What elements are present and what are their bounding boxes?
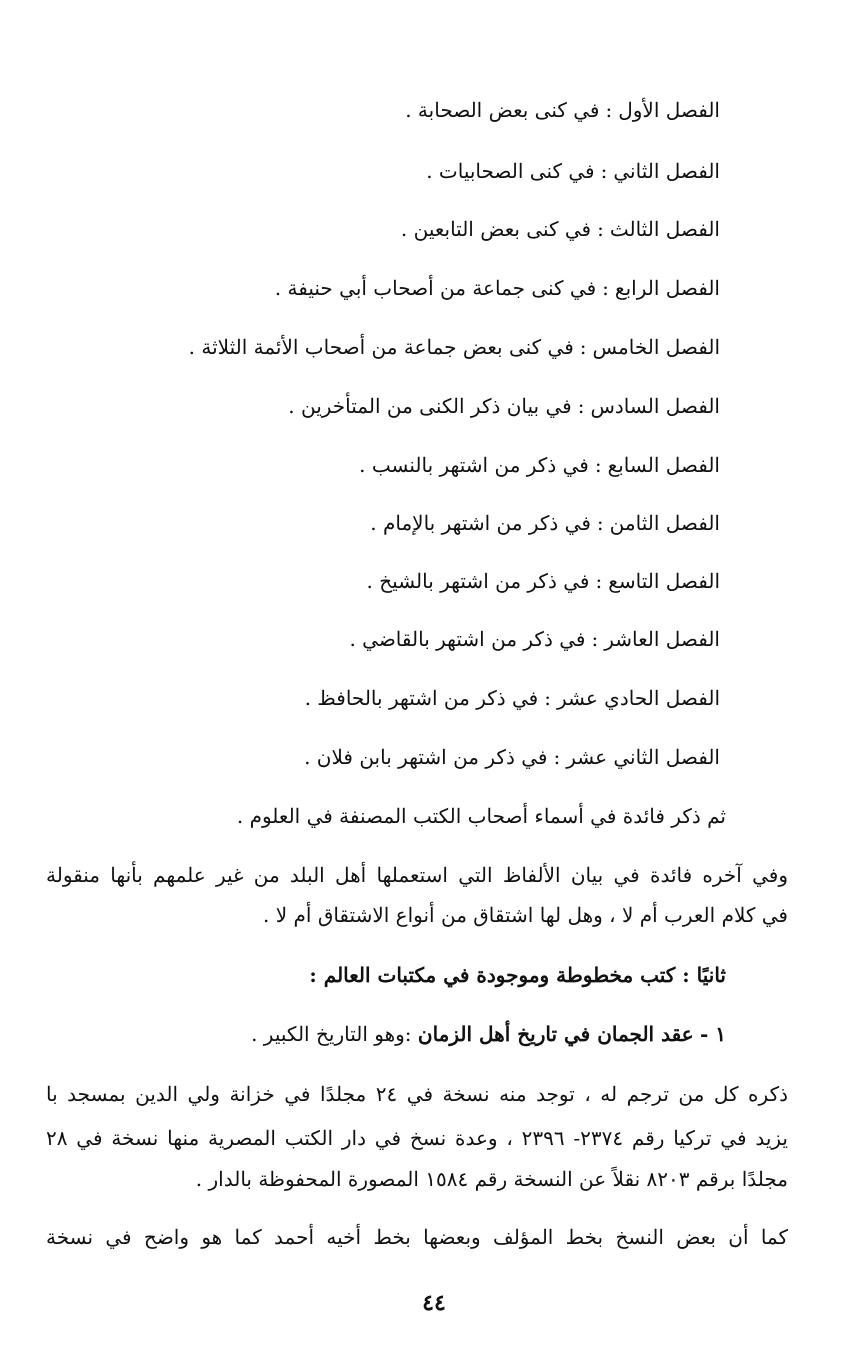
chapter-label: الفصل الأول bbox=[618, 98, 720, 122]
chapter-text: في كنى بعض الصحابة . bbox=[405, 98, 600, 122]
chapter-label: الفصل الرابع bbox=[614, 276, 720, 300]
section-heading: ثانيًا : كتب مخطوطة وموجودة في مكتبات العالم : bbox=[309, 963, 726, 987]
chapter-text: في ذكر من اشتهر بالقاضي . bbox=[349, 627, 586, 651]
paragraph-line: ذكره كل من ترجم له ، توجد منه نسخة في ٢٤ مجلدًا في خزانة ولي الدين بمسجد با bbox=[46, 1082, 788, 1106]
entry-title: عقد الجمان في تاريخ أهل الزمان bbox=[417, 1022, 694, 1046]
chapter-text: في ذكر من اشتهر بالحافظ . bbox=[304, 686, 539, 710]
chapter-text: في كنى بعض التابعين . bbox=[400, 217, 592, 241]
chapter-label: الفصل الثاني عشر bbox=[566, 745, 720, 769]
entry-description: وهو التاريخ الكبير . bbox=[251, 1022, 405, 1046]
separator: : bbox=[579, 335, 587, 359]
chapter-line bbox=[367, 566, 720, 596]
chapter-text: في بيان ذكر الكنى من المتأخرين . bbox=[288, 394, 572, 418]
chapter-line bbox=[359, 450, 720, 480]
separator: : bbox=[595, 569, 603, 593]
separator: : bbox=[594, 453, 602, 477]
paragraph-line: مجلدًا برقم ٨٢٠٣ نقلاً عن النسخة رقم ١٥٨٤ المصورة المحفوظة بالدار . bbox=[195, 1167, 788, 1191]
chapter-text: في ذكر من اشتهر بالشيخ . bbox=[366, 569, 590, 593]
chapter-line bbox=[370, 508, 720, 538]
paragraph-line: يزيد في تركيا رقم ٢٣٧٤- ٢٣٩٦ ، وعدة نسخ في دار الكتب المصرية منها نسخة في ٢٨ bbox=[46, 1126, 788, 1150]
chapter-label: الفصل الخامس bbox=[592, 335, 720, 359]
chapter-text: في ذكر من اشتهر بابن فلان . bbox=[304, 745, 548, 769]
chapter-label: الفصل السادس bbox=[590, 394, 720, 418]
entry-line bbox=[251, 1019, 726, 1049]
paragraph-line: وفي آخره فائدة في بيان الألفاظ التي استعملها أهل البلد من غير علمهم بأنها منقولة bbox=[46, 863, 788, 887]
chapter-line bbox=[288, 391, 720, 421]
page-number: ٤٤ bbox=[422, 1290, 446, 1316]
chapter-label: الفصل العاشر bbox=[604, 627, 720, 651]
separator: : bbox=[605, 98, 613, 122]
chapter-label: الفصل الثامن bbox=[609, 511, 720, 535]
closing-line: ثم ذكر فائدة في أسماء أصحاب الكتب المصنفة في العلوم . bbox=[236, 804, 726, 828]
chapter-text: في ذكر من اشتهر بالإمام . bbox=[370, 511, 591, 535]
separator: : bbox=[591, 627, 599, 651]
entry-number: ١ - bbox=[699, 1022, 726, 1046]
chapter-text: في ذكر من اشتهر بالنسب . bbox=[359, 453, 589, 477]
chapter-line bbox=[349, 624, 720, 654]
paragraph-line: كما أن بعض النسخ بخط المؤلف وبعضها بخط أخيه أحمد كما هو واضح في نسخة bbox=[46, 1225, 788, 1249]
paragraph-line: في كلام العرب أم لا ، وهل لها اشتقاق من أنواع الاشتقاق أم لا . bbox=[263, 903, 788, 927]
chapter-label: الفصل السابع bbox=[607, 453, 720, 477]
chapter-label: الفصل الثالث bbox=[609, 217, 720, 241]
separator: : bbox=[597, 217, 604, 241]
chapter-text: في كنى جماعة من أصحاب أبي حنيفة . bbox=[274, 276, 597, 300]
chapter-line bbox=[405, 95, 720, 125]
separator: : bbox=[600, 159, 608, 183]
separator: : bbox=[602, 276, 609, 300]
chapter-text: في كنى بعض جماعة من أصحاب الأئمة الثلاثة . bbox=[188, 335, 574, 359]
separator: : bbox=[544, 686, 551, 710]
chapter-line bbox=[305, 683, 720, 713]
chapter-line bbox=[189, 332, 720, 362]
chapter-label: الفصل الثاني bbox=[613, 159, 720, 183]
chapter-line bbox=[275, 273, 720, 303]
separator: : bbox=[404, 1022, 412, 1046]
separator: : bbox=[577, 394, 585, 418]
chapter-label: الفصل التاسع bbox=[608, 569, 720, 593]
separator: : bbox=[596, 511, 604, 535]
chapter-line bbox=[426, 156, 720, 186]
chapter-label: الفصل الحادي عشر bbox=[557, 686, 720, 710]
chapter-line bbox=[401, 214, 720, 244]
chapter-text: في كنى الصحابيات . bbox=[426, 159, 595, 183]
chapter-line bbox=[304, 742, 720, 772]
separator: : bbox=[553, 745, 561, 769]
